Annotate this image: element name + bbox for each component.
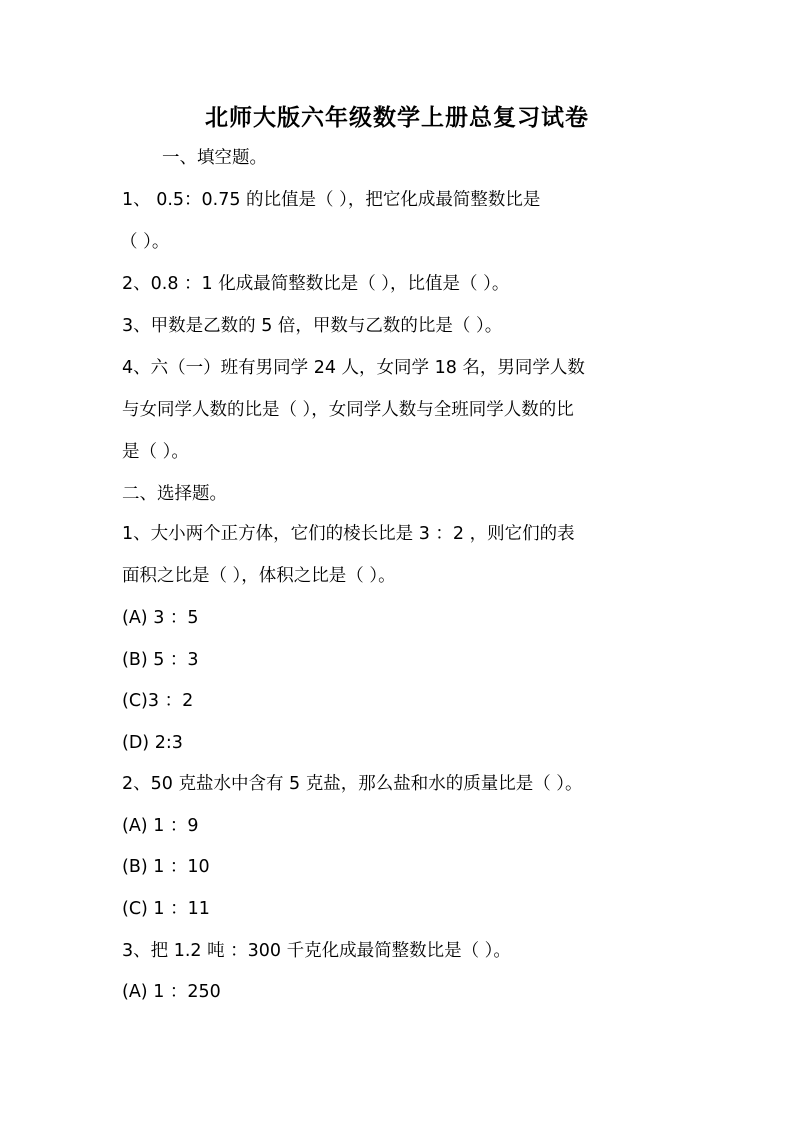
option-2-3-a: (A) 1 ：250 bbox=[122, 982, 221, 1002]
question-2-1-line-1: 1、大小两个正方体，它们的棱长比是 3 ：2 ，则它们的表 bbox=[122, 524, 575, 544]
question-2-3: 3、把 1.2 吨 ：300 千克化成最简整数比是（ ）。 bbox=[122, 941, 511, 961]
question-1-4-line-2: 与女同学人数的比是（ ），女同学人数与全班同学人数的比 bbox=[122, 400, 574, 420]
option-2-2-b: (B) 1 ：10 bbox=[122, 857, 210, 877]
option-2-1-c: (C)3 ：2 bbox=[122, 691, 194, 711]
question-1-3: 3、甲数是乙数的 5 倍，甲数与乙数的比是（ ）。 bbox=[122, 316, 503, 336]
section-heading-choice: 二、选择题。 bbox=[122, 484, 227, 504]
question-1-1-line-2: （ ）。 bbox=[120, 232, 170, 252]
question-1-2: 2、0.8 ：1 化成最简整数比是（ ），比值是（ ）。 bbox=[122, 274, 510, 294]
option-2-1-b: (B) 5 ：3 bbox=[122, 650, 199, 670]
question-1-4-line-1: 4、六（一）班有男同学 24 人，女同学 18 名，男同学人数 bbox=[122, 358, 585, 378]
option-2-1-d: (D) 2:3 bbox=[122, 733, 183, 753]
option-2-2-c: (C) 1 ：11 bbox=[122, 899, 210, 919]
section-heading-fill-blank: 一、填空题。 bbox=[162, 148, 267, 168]
option-2-2-a: (A) 1 ：9 bbox=[122, 816, 199, 836]
option-2-1-a: (A) 3 ：5 bbox=[122, 608, 199, 628]
question-1-1-line-1: 1、 0.5：0.75 的比值是（ ），把它化成最简整数比是 bbox=[122, 190, 541, 210]
page-title: 北师大版六年级数学上册总复习试卷 bbox=[205, 104, 589, 131]
question-2-2: 2、50 克盐水中含有 5 克盐，那么盐和水的质量比是（ ）。 bbox=[122, 774, 583, 794]
question-1-4-line-3: 是（ ）。 bbox=[122, 442, 189, 462]
question-2-1-line-2: 面积之比是（ ），体积之比是（ ）。 bbox=[122, 566, 396, 586]
